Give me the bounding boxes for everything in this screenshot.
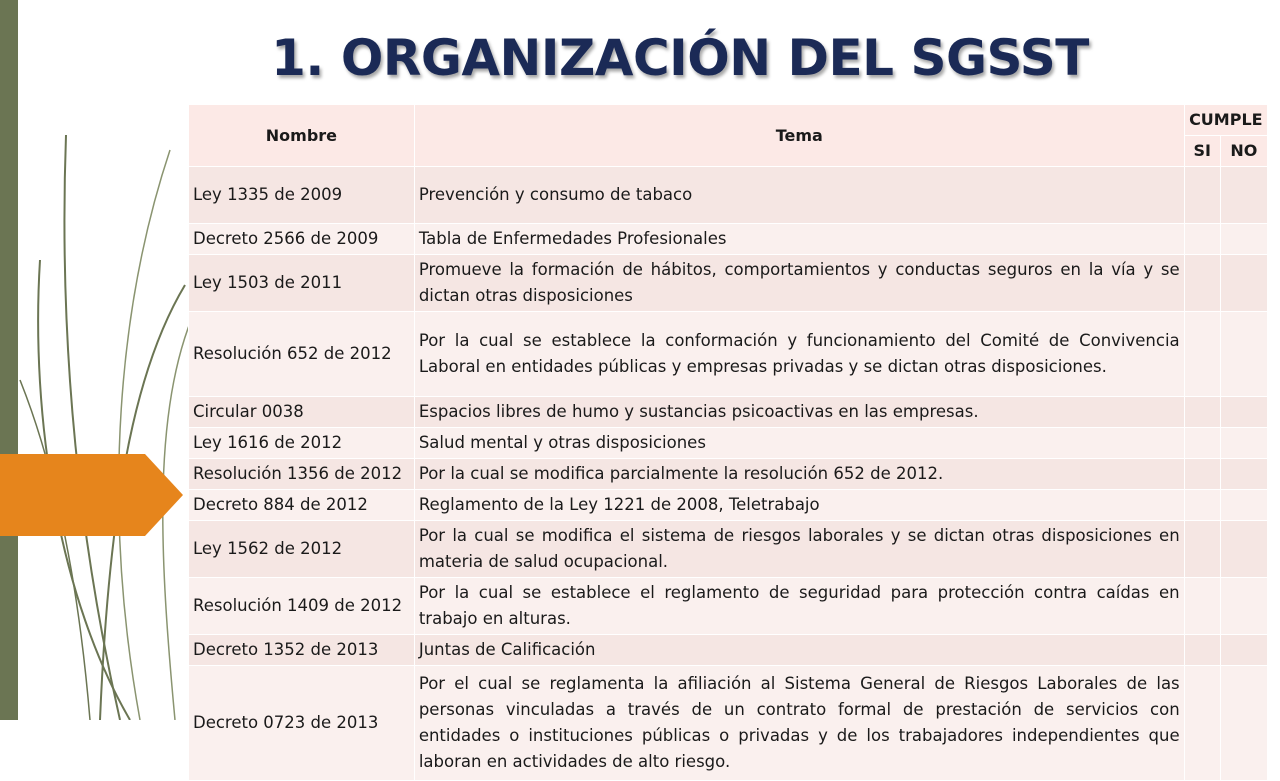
cell-nombre: Decreto 1352 de 2013 (189, 635, 415, 666)
table-row (189, 578, 1268, 635)
cell-no[interactable] (1220, 521, 1267, 578)
cell-no[interactable] (1220, 397, 1267, 428)
cell-nombre: Decreto 884 de 2012 (189, 490, 415, 521)
cell-tema: Prevención y consumo de tabaco (414, 167, 1184, 224)
cell-tema: Espacios libres de humo y sustancias psicoactivas en las empresas. (414, 397, 1184, 428)
cell-nombre: Decreto 0723 de 2013 (189, 666, 415, 781)
cell-nombre: Circular 0038 (189, 397, 415, 428)
cell-nombre: Resolución 652 de 2012 (189, 312, 415, 397)
decorative-leaves (0, 0, 200, 720)
cell-tema: Tabla de Enfermedades Profesionales (414, 224, 1184, 255)
cell-si[interactable] (1184, 666, 1220, 781)
table-row (189, 428, 1268, 459)
table-body (189, 167, 1268, 781)
cell-tema: Por la cual se modifica el sistema de riesgos laborales y se dictan otras disposiciones en materia de salud ocupacional. (414, 521, 1184, 578)
cell-tema: Juntas de Calificación (414, 635, 1184, 666)
header-nombre: Nombre (189, 105, 415, 167)
table-row (189, 255, 1268, 312)
legislation-table-container (188, 104, 1268, 781)
cell-no[interactable] (1220, 167, 1267, 224)
cell-no[interactable] (1220, 635, 1267, 666)
table-row (189, 167, 1268, 224)
cell-tema: Promueve la formación de hábitos, comportamientos y conductas seguros en la vía y se dictan otras disposiciones (414, 255, 1184, 312)
cell-si[interactable] (1184, 224, 1220, 255)
cell-tema: Por la cual se establece el reglamento de seguridad para protección contra caídas en trabajo en alturas. (414, 578, 1184, 635)
cell-no[interactable] (1220, 312, 1267, 397)
cell-no[interactable] (1220, 578, 1267, 635)
table-row (189, 521, 1268, 578)
cell-nombre: Ley 1562 de 2012 (189, 521, 415, 578)
cell-no[interactable] (1220, 666, 1267, 781)
accent-tab (0, 454, 183, 536)
table-row (189, 635, 1268, 666)
cell-nombre: Decreto 2566 de 2009 (189, 224, 415, 255)
header-no: NO (1220, 136, 1267, 167)
cell-si[interactable] (1184, 397, 1220, 428)
cell-nombre: Ley 1503 de 2011 (189, 255, 415, 312)
cell-no[interactable] (1220, 459, 1267, 490)
cell-no[interactable] (1220, 255, 1267, 312)
page-title: 1. ORGANIZACIÓN DEL SGSST (271, 29, 1089, 87)
cell-no[interactable] (1220, 490, 1267, 521)
table-row (189, 397, 1268, 428)
cell-si[interactable] (1184, 459, 1220, 490)
cell-tema: Por la cual se establece la conformación y funcionamiento del Comité de Convivencia Laboral en entidades públicas y empresas privadas y se dictan otras disposiciones. (414, 312, 1184, 397)
cell-si[interactable] (1184, 167, 1220, 224)
cell-si[interactable] (1184, 578, 1220, 635)
cell-nombre: Resolución 1409 de 2012 (189, 578, 415, 635)
legislation-table (188, 104, 1268, 781)
header-tema: Tema (414, 105, 1184, 167)
cell-si[interactable] (1184, 490, 1220, 521)
cell-nombre: Ley 1335 de 2009 (189, 167, 415, 224)
table-row (189, 666, 1268, 781)
cell-tema: Reglamento de la Ley 1221 de 2008, Teletrabajo (414, 490, 1184, 521)
table-row (189, 459, 1268, 490)
cell-nombre: Resolución 1356 de 2012 (189, 459, 415, 490)
table-row (189, 224, 1268, 255)
cell-tema: Salud mental y otras disposiciones (414, 428, 1184, 459)
cell-no[interactable] (1220, 428, 1267, 459)
cell-si[interactable] (1184, 312, 1220, 397)
header-cumple: CUMPLE (1184, 105, 1267, 136)
table-row (189, 312, 1268, 397)
cell-no[interactable] (1220, 224, 1267, 255)
table-row (189, 490, 1268, 521)
cell-si[interactable] (1184, 521, 1220, 578)
cell-tema: Por el cual se reglamenta la afiliación al Sistema General de Riesgos Laborales de las personas vinculadas a través de un contrato formal de prestación de servicios con entidades o instituciones públicas o privadas y de los trabajadores independientes que laboran en actividades de alto riesgo. (414, 666, 1184, 781)
cell-nombre: Ley 1616 de 2012 (189, 428, 415, 459)
cell-si[interactable] (1184, 428, 1220, 459)
cell-tema: Por la cual se modifica parcialmente la resolución 652 de 2012. (414, 459, 1184, 490)
cell-si[interactable] (1184, 255, 1220, 312)
cell-si[interactable] (1184, 635, 1220, 666)
header-si: SI (1184, 136, 1220, 167)
